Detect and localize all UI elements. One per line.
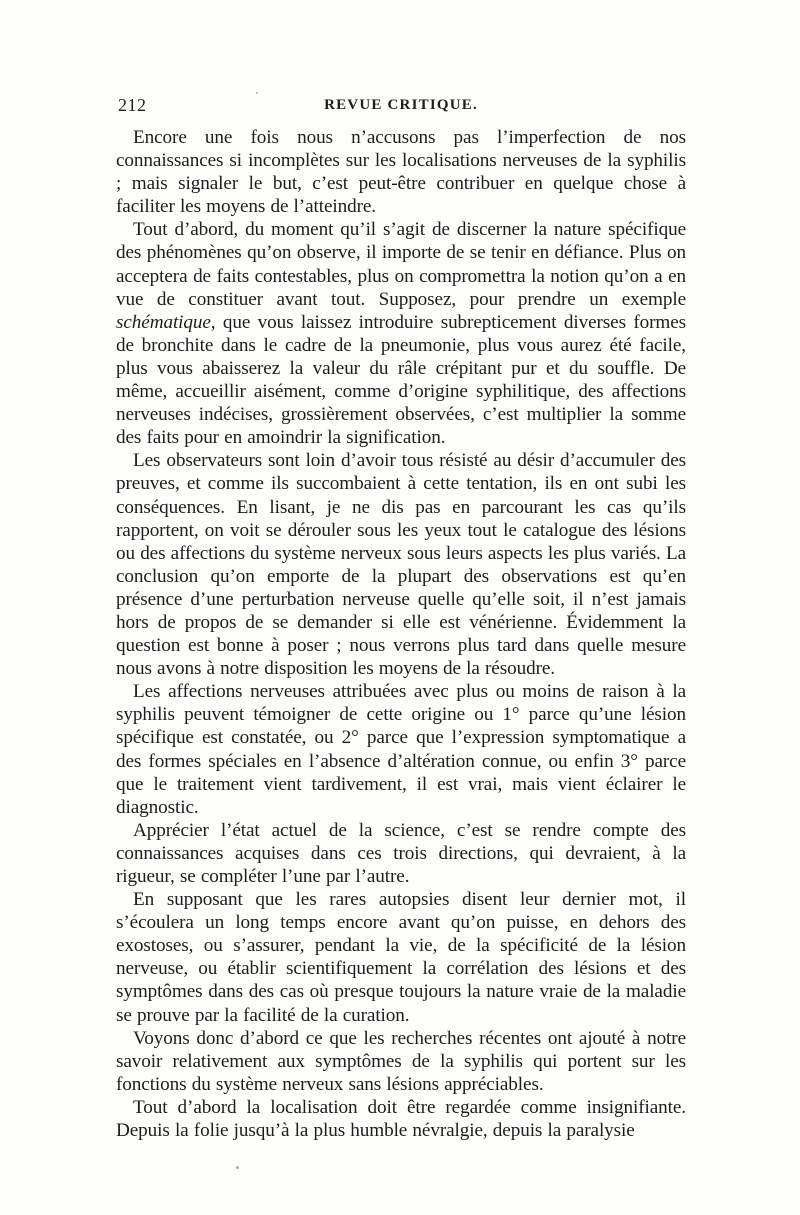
paragraph-1: Encore une fois nous n’accusons pas l’imperfection de nos connaissances si incomplètes sur les localisations nerveuses de la syphilis ; mais signaler le but, c’est peut-être contribuer en quelque chose à faciliter les moyens de l’atteindre. — [116, 127, 686, 218]
page-header — [118, 95, 684, 119]
paragraph-2: Tout d’abord, du moment qu’il s’agit de discerner la nature spécifique des phénomènes qu’on observe, il importe de se tenir en défiance. Plus on acceptera de faits contestables, plus on compromettra la notion qu’on a en vue de constituer avant tout. Supposez, pour prendre un exemple schématique, que vous laissez introduire subrepticement diverses formes de bronchite dans le cadre de la pneumonie, plus vous aurez été facile, plus vous abaisserez la valeur du râle crépitant pur et du souffle. De même, accueillir aisément, comme d’origine syphilitique, des affections nerveuses indécises, grossièrement observées, c’est multiplier la somme des faits pour en amoindrir la signification. — [116, 219, 686, 449]
paragraph-4: Les affections nerveuses attribuées avec plus ou moins de raison à la syphilis peuvent témoigner de cette origine ou 1° parce qu’une lésion spécifique est constatée, ou 2° parce que l’expression symptomatique a des formes spéciales en l’absence d’altération connue, ou enfin 3° parce que le traitement vient tardivement, il est vrai, mais vient éclairer le diagnostic. — [116, 681, 686, 818]
paragraph-8: Tout d’abord la localisation doit être regardée comme insignifiante. Depuis la folie jusqu’à la plus humble névralgie, depuis la paralysie — [116, 1096, 686, 1142]
page-number: 212 — [118, 95, 147, 115]
paragraph-3: Les observateurs sont loin d’avoir tous résisté au désir d’accumuler des preuves, et comme ils succombaient à cette tentation, ils en ont subi les conséquences. En lisant, je ne dis pas en parcourant les cas qu’ils rapportent, on voit se dérouler sous les yeux tout le catalogue des lésions ou des affections du système nerveux sous leurs aspects les plus variés. La conclusion qu’on emporte de la plupart des observations est qu’en présence d’une perturbation nerveuse quelle qu’elle soit, il n’est jamais hors de propos de se demander si elle est vénérienne. Évidemment la question est bonne à poser ; nous verrons plus tard dans quelle mesure nous avons à notre disposition les moyens de la résoudre. — [116, 450, 686, 680]
body-text — [116, 126, 686, 1142]
emphasized-word: schématique, — [116, 311, 216, 333]
paragraph-5: Apprécier l’état actuel de la science, c’est se rendre compte des connaissances acquises dans ces trois directions, qui devraient, à la rigueur, se compléter l’une par l’autre. — [116, 819, 686, 887]
paper-speck — [236, 1166, 239, 1169]
paragraph-6: En supposant que les rares autopsies disent leur dernier mot, il s’écoulera un long temps encore avant qu’on puisse, en dehors des exostoses, ou s’assurer, pendant la vie, de la spécificité de la lésion nerveuse, ou établir scientifiquement la corrélation des lésions et des symptômes dans des cas où presque toujours la nature vraie de la maladie se prouve par la facilité de la curation. — [116, 889, 686, 1026]
paragraph-7: Voyons donc d’abord ce que les recherches récentes ont ajouté à notre savoir relativement aux symptômes de la syphilis qui portent sur les fonctions du système nerveux sans lésions appréciables. — [116, 1027, 686, 1095]
running-title: REVUE CRITIQUE. — [324, 97, 478, 113]
paper-speck — [256, 92, 258, 94]
